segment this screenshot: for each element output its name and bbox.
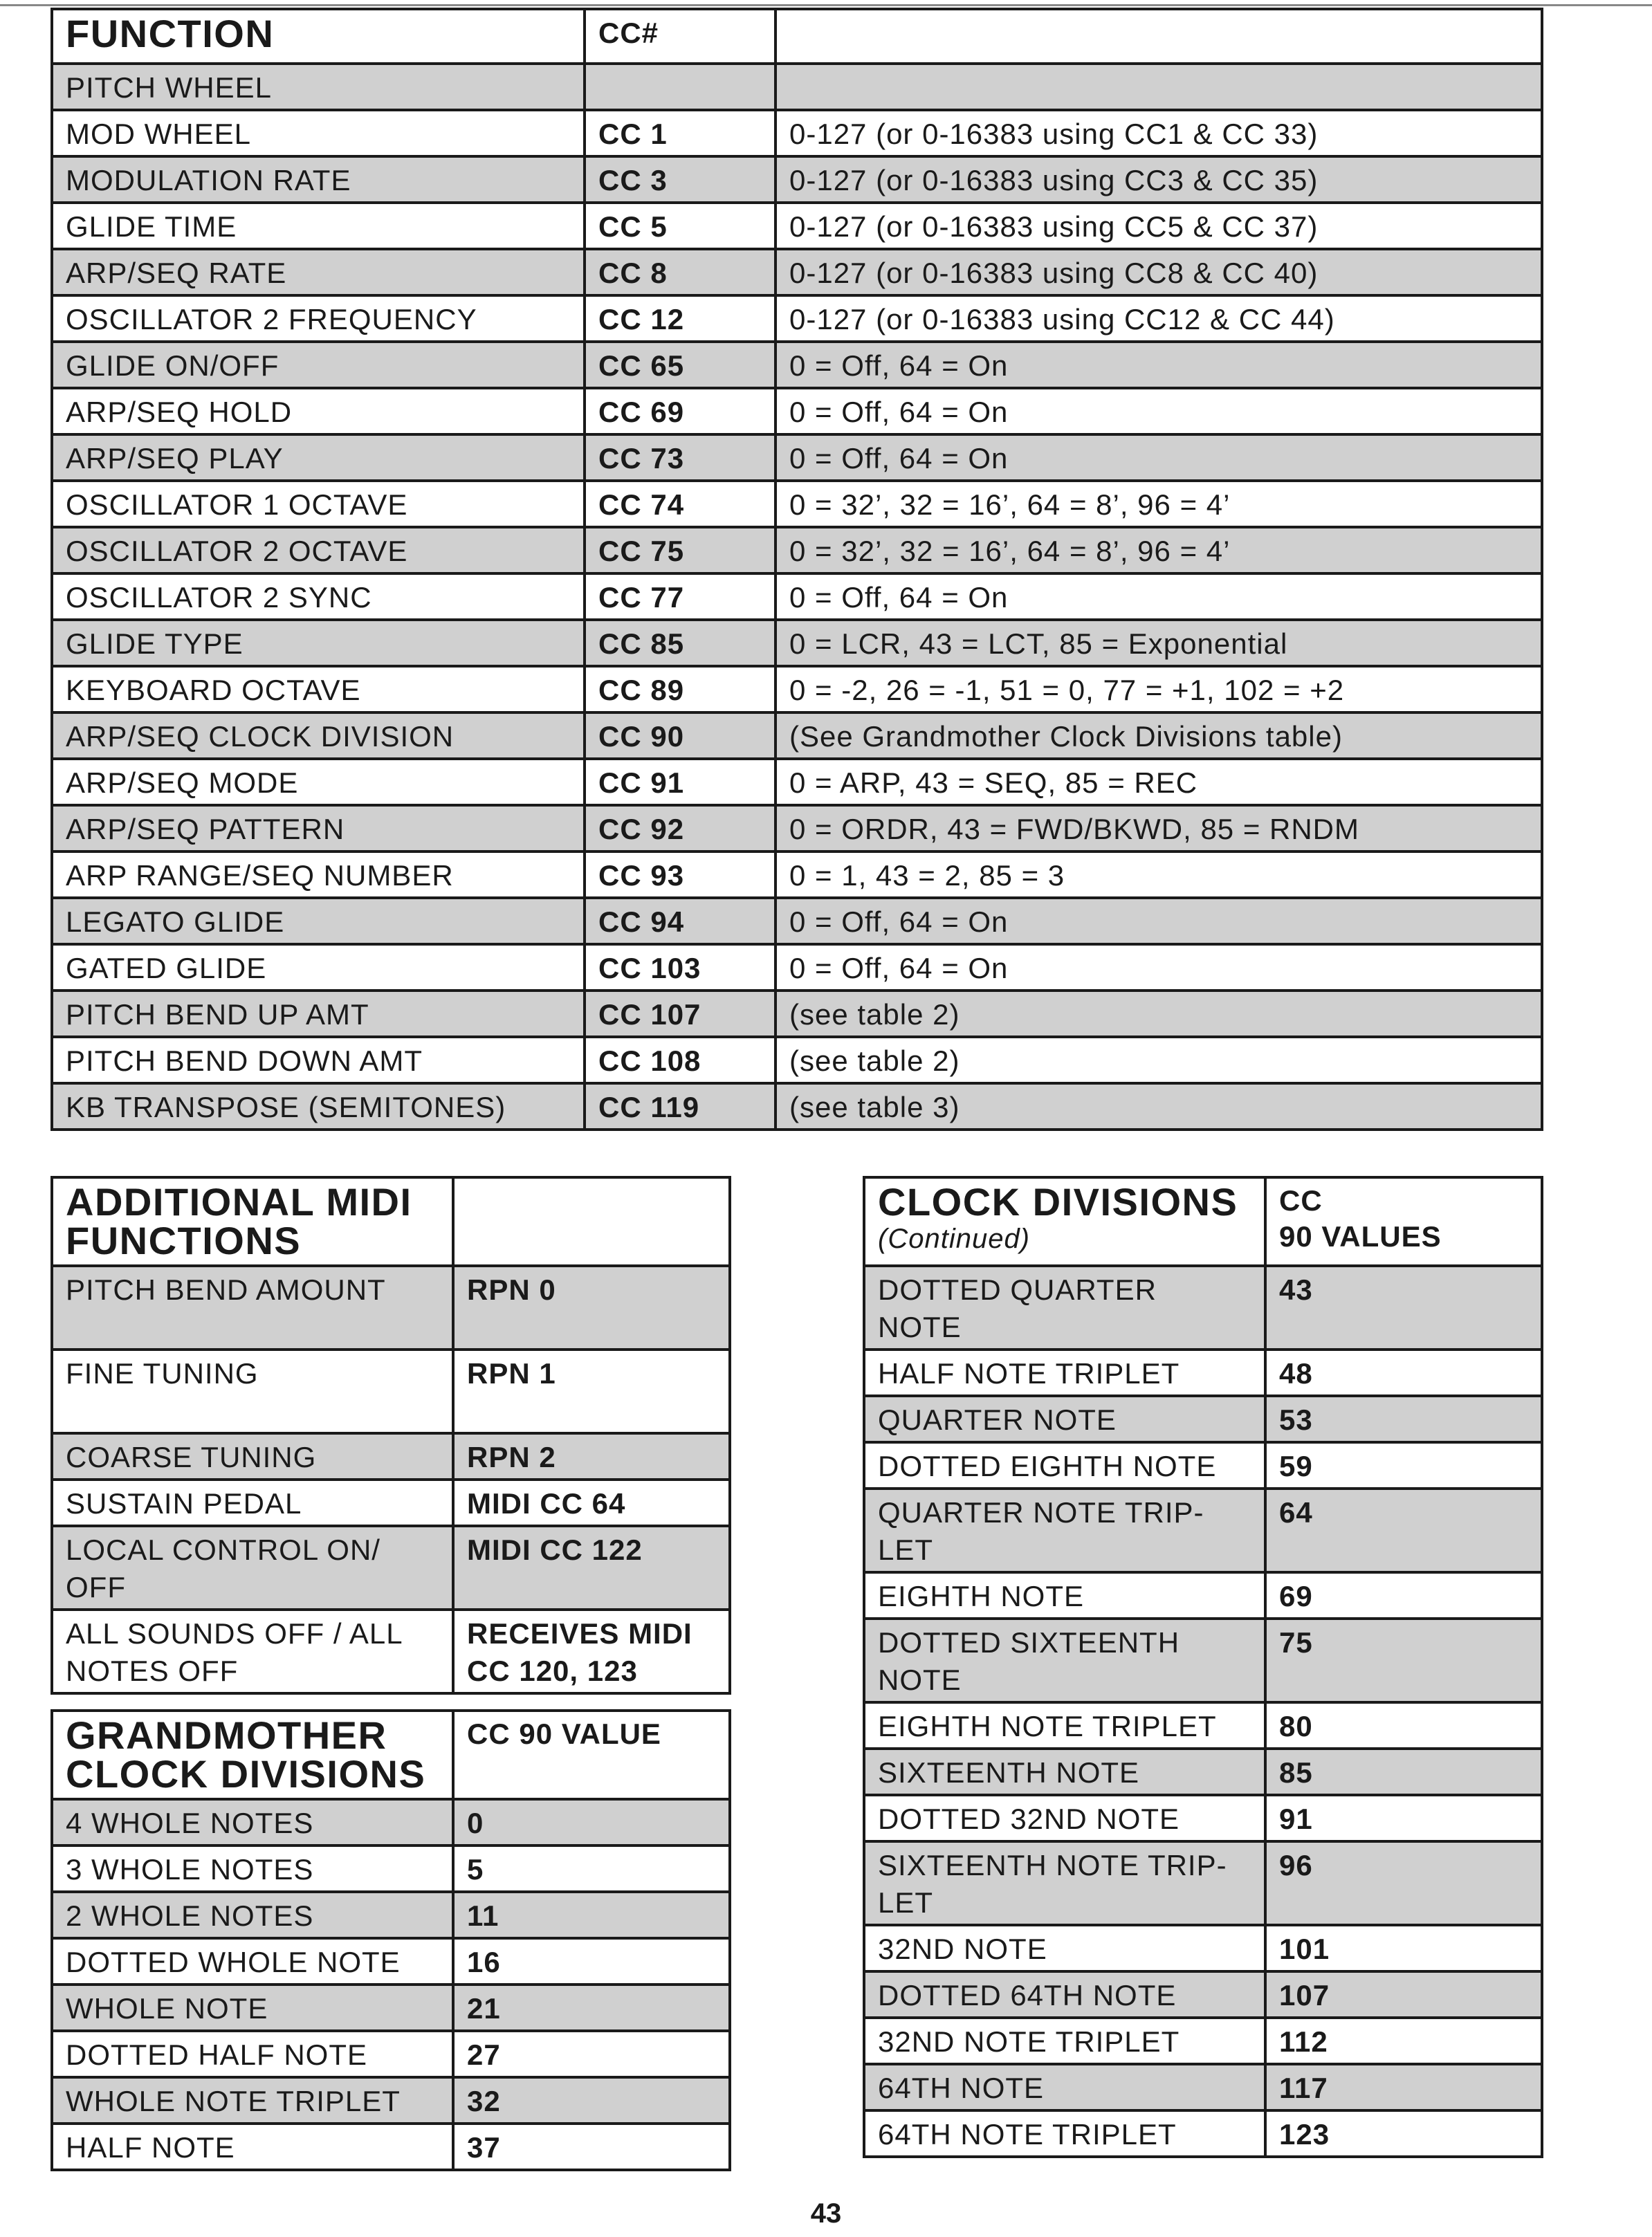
values-cell: 0 = Off, 64 = On [775,898,1542,944]
value-cell: 5 [453,1845,730,1892]
values-cell: 0 = ARP, 43 = SEQ, 85 = REC [775,759,1542,805]
name-cell: QUARTER NOTE [864,1396,1265,1442]
name-cell: DOTTED QUARTER NOTE [864,1266,1265,1350]
value-cell: 11 [453,1892,730,1938]
value-cell: 21 [453,1985,730,2031]
midi-cc-table [51,8,1543,1131]
value-cell: 96 [1265,1841,1542,1925]
cc-cell [585,64,775,110]
cc-cell: CC 93 [585,851,775,898]
grandmother-clock-divisions-table [51,1709,731,2171]
table-row [52,203,1542,249]
table-row [864,2064,1542,2110]
name-cell: DOTTED SIXTEENTH NOTE [864,1619,1265,1702]
value-column-header [453,1177,730,1266]
top-rule [0,4,1652,6]
value-cell: 53 [1265,1396,1542,1442]
table-row [52,434,1542,481]
table-row [864,1795,1542,1841]
table-row [52,156,1542,203]
value-cell: 16 [453,1938,730,1985]
function-cell: LEGATO GLIDE [52,898,585,944]
value-cell: 48 [1265,1350,1542,1396]
table-row [52,1845,730,1892]
grandmother-clock-title: GRANDMOTHER CLOCK DIVISIONS [52,1711,453,1799]
values-column-header [775,9,1542,64]
values-cell: 0 = ORDR, 43 = FWD/BKWD, 85 = RNDM [775,805,1542,851]
name-cell: HALF NOTE TRIPLET [864,1350,1265,1396]
value-cell: 27 [453,2031,730,2077]
table-row [52,1083,1542,1130]
values-cell: 0-127 (or 0-16383 using CC1 & CC 33) [775,110,1542,156]
value-cell: 112 [1265,2018,1542,2064]
value-cell: 123 [1265,2110,1542,2157]
name-cell: 32ND NOTE [864,1925,1265,1971]
table-row [52,1985,730,2031]
table-row [52,898,1542,944]
name-cell: 3 WHOLE NOTES [52,1845,453,1892]
values-cell: (See Grandmother Clock Divisions table) [775,712,1542,759]
table-row [52,342,1542,388]
table-row [52,1892,730,1938]
function-cell: ARP/SEQ RATE [52,249,585,295]
values-cell: 0 = -2, 26 = -1, 51 = 0, 77 = +1, 102 = +2 [775,666,1542,712]
value-cell: 59 [1265,1442,1542,1489]
function-cell: GLIDE TIME [52,203,585,249]
table-row [52,249,1542,295]
name-cell: SIXTEENTH NOTE TRIP- LET [864,1841,1265,1925]
name-cell: WHOLE NOTE [52,1985,453,2031]
value-cell: 0 [453,1799,730,1845]
table-row [52,1480,730,1526]
table-row [864,1572,1542,1619]
name-cell: DOTTED EIGHTH NOTE [864,1442,1265,1489]
function-cell: MODULATION RATE [52,156,585,203]
name-cell: LOCAL CONTROL ON/ OFF [52,1526,453,1610]
table-row [52,620,1542,666]
cc-cell: CC 77 [585,573,775,620]
table-row [52,991,1542,1037]
cc-cell: CC 119 [585,1083,775,1130]
cc-cell: CC 1 [585,110,775,156]
function-column-header: FUNCTION [52,9,585,64]
cc-cell: CC 92 [585,805,775,851]
table-row [52,110,1542,156]
cc-cell: CC 69 [585,388,775,434]
name-cell: WHOLE NOTE TRIPLET [52,2077,453,2124]
values-cell: 0-127 (or 0-16383 using CC12 & CC 44) [775,295,1542,342]
value-cell: 75 [1265,1619,1542,1702]
values-cell: 0 = 1, 43 = 2, 85 = 3 [775,851,1542,898]
value-cell: MIDI CC 64 [453,1480,730,1526]
name-cell: DOTTED 32ND NOTE [864,1795,1265,1841]
name-cell: COARSE TUNING [52,1433,453,1480]
name-cell: HALF NOTE [52,2124,453,2170]
cc90-values-header: CC 90 VALUES [1265,1177,1542,1266]
function-cell: OSCILLATOR 2 FREQUENCY [52,295,585,342]
table-row [52,2077,730,2124]
value-cell: 69 [1265,1572,1542,1619]
values-cell [775,64,1542,110]
cc-cell: CC 12 [585,295,775,342]
values-cell: 0-127 (or 0-16383 using CC5 & CC 37) [775,203,1542,249]
function-cell: MOD WHEEL [52,110,585,156]
cc-cell: CC 90 [585,712,775,759]
cc-cell: CC 85 [585,620,775,666]
table-header-row [864,1177,1542,1266]
table-row [52,1266,730,1350]
name-cell: EIGHTH NOTE TRIPLET [864,1702,1265,1749]
function-cell: KB TRANSPOSE (SEMITONES) [52,1083,585,1130]
cc-cell: CC 65 [585,342,775,388]
name-cell: 4 WHOLE NOTES [52,1799,453,1845]
table-row [52,1433,730,1480]
function-cell: ARP/SEQ PLAY [52,434,585,481]
function-cell: PITCH BEND UP AMT [52,991,585,1037]
value-cell: 85 [1265,1749,1542,1795]
cc-cell: CC 89 [585,666,775,712]
table-row [864,1619,1542,1702]
value-cell: RECEIVES MIDI CC 120, 123 [453,1610,730,1693]
function-cell: GATED GLIDE [52,944,585,991]
cc-cell: CC 73 [585,434,775,481]
value-cell: 107 [1265,1971,1542,2018]
function-cell: GLIDE ON/OFF [52,342,585,388]
value-cell: RPN 0 [453,1266,730,1350]
cc-column-header: CC# [585,9,775,64]
table-row [52,1350,730,1433]
name-cell: 32ND NOTE TRIPLET [864,2018,1265,2064]
table-row [864,1489,1542,1572]
function-cell: KEYBOARD OCTAVE [52,666,585,712]
table-row [52,527,1542,573]
table-row [52,388,1542,434]
table-row [864,1971,1542,2018]
values-cell: 0 = 32’, 32 = 16’, 64 = 8’, 96 = 4’ [775,481,1542,527]
function-cell: GLIDE TYPE [52,620,585,666]
table-row [52,851,1542,898]
value-cell: RPN 2 [453,1433,730,1480]
cc-cell: CC 74 [585,481,775,527]
name-cell: DOTTED WHOLE NOTE [52,1938,453,1985]
values-cell: (see table 2) [775,1037,1542,1083]
function-cell: OSCILLATOR 2 SYNC [52,573,585,620]
function-cell: PITCH BEND DOWN AMT [52,1037,585,1083]
cc-cell: CC 108 [585,1037,775,1083]
table-row [52,2031,730,2077]
function-cell: PITCH WHEEL [52,64,585,110]
additional-midi-title: ADDITIONAL MIDI FUNCTIONS [52,1177,453,1266]
cc-cell: CC 94 [585,898,775,944]
cc-cell: CC 75 [585,527,775,573]
table-row [864,1925,1542,1971]
table-row [864,1350,1542,1396]
values-cell: 0 = 32’, 32 = 16’, 64 = 8’, 96 = 4’ [775,527,1542,573]
value-cell: MIDI CC 122 [453,1526,730,1610]
table-row [864,1702,1542,1749]
name-cell: PITCH BEND AMOUNT [52,1266,453,1350]
cc-cell: CC 103 [585,944,775,991]
cc-cell: CC 91 [585,759,775,805]
table-row [52,944,1542,991]
table-row [52,712,1542,759]
table-row [52,1526,730,1610]
values-cell: 0 = Off, 64 = On [775,342,1542,388]
table-row [52,1799,730,1845]
name-cell: ALL SOUNDS OFF / ALL NOTES OFF [52,1610,453,1693]
table-row [52,573,1542,620]
table-row [52,805,1542,851]
name-cell: EIGHTH NOTE [864,1572,1265,1619]
table-row [52,64,1542,110]
table-row [864,1749,1542,1795]
value-cell: 64 [1265,1489,1542,1572]
cc-cell: CC 107 [585,991,775,1037]
table-row [864,1266,1542,1350]
values-cell: 0-127 (or 0-16383 using CC3 & CC 35) [775,156,1542,203]
table-row [864,2018,1542,2064]
value-cell: 37 [453,2124,730,2170]
values-cell: 0-127 (or 0-16383 using CC8 & CC 40) [775,249,1542,295]
values-cell: 0 = LCR, 43 = LCT, 85 = Exponential [775,620,1542,666]
value-cell: 91 [1265,1795,1542,1841]
table-row [52,481,1542,527]
function-cell: ARP/SEQ MODE [52,759,585,805]
value-cell: 43 [1265,1266,1542,1350]
name-cell: 2 WHOLE NOTES [52,1892,453,1938]
table-row [52,1938,730,1985]
name-cell: DOTTED 64TH NOTE [864,1971,1265,2018]
name-cell: QUARTER NOTE TRIP- LET [864,1489,1265,1572]
cc-cell: CC 3 [585,156,775,203]
name-cell: 64TH NOTE [864,2064,1265,2110]
function-cell: OSCILLATOR 2 OCTAVE [52,527,585,573]
value-cell: 101 [1265,1925,1542,1971]
table-row [52,2124,730,2170]
values-cell: 0 = Off, 64 = On [775,434,1542,481]
cc-cell: CC 8 [585,249,775,295]
table-row [52,1037,1542,1083]
value-cell: RPN 1 [453,1350,730,1433]
function-cell: ARP/SEQ PATTERN [52,805,585,851]
table-row [52,1610,730,1693]
name-cell: SIXTEENTH NOTE [864,1749,1265,1795]
table-row [864,2110,1542,2157]
table-row [52,759,1542,805]
page-number: 43 [810,2198,842,2229]
table-row [864,1442,1542,1489]
cc-cell: CC 5 [585,203,775,249]
function-cell: ARP RANGE/SEQ NUMBER [52,851,585,898]
values-cell: (see table 3) [775,1083,1542,1130]
value-cell: 117 [1265,2064,1542,2110]
table-header-row [52,1177,730,1266]
table-row [52,666,1542,712]
name-cell: 64TH NOTE TRIPLET [864,2110,1265,2157]
additional-midi-functions-table [51,1176,731,1695]
table-row [864,1841,1542,1925]
values-cell: 0 = Off, 64 = On [775,573,1542,620]
table-row [52,295,1542,342]
name-cell: DOTTED HALF NOTE [52,2031,453,2077]
values-cell: 0 = Off, 64 = On [775,944,1542,991]
table-header-row [52,1711,730,1799]
cc90-value-header: CC 90 VALUE [453,1711,730,1799]
table-header-row [52,9,1542,64]
clock-divisions-continued-table [863,1176,1543,2158]
function-cell: OSCILLATOR 1 OCTAVE [52,481,585,527]
function-cell: ARP/SEQ CLOCK DIVISION [52,712,585,759]
table-row [864,1396,1542,1442]
values-cell: (see table 2) [775,991,1542,1037]
values-cell: 0 = Off, 64 = On [775,388,1542,434]
function-cell: ARP/SEQ HOLD [52,388,585,434]
clock-divisions-title: CLOCK DIVISIONS (Continued) [864,1177,1265,1266]
name-cell: SUSTAIN PEDAL [52,1480,453,1526]
value-cell: 80 [1265,1702,1542,1749]
name-cell: FINE TUNING [52,1350,453,1433]
value-cell: 32 [453,2077,730,2124]
